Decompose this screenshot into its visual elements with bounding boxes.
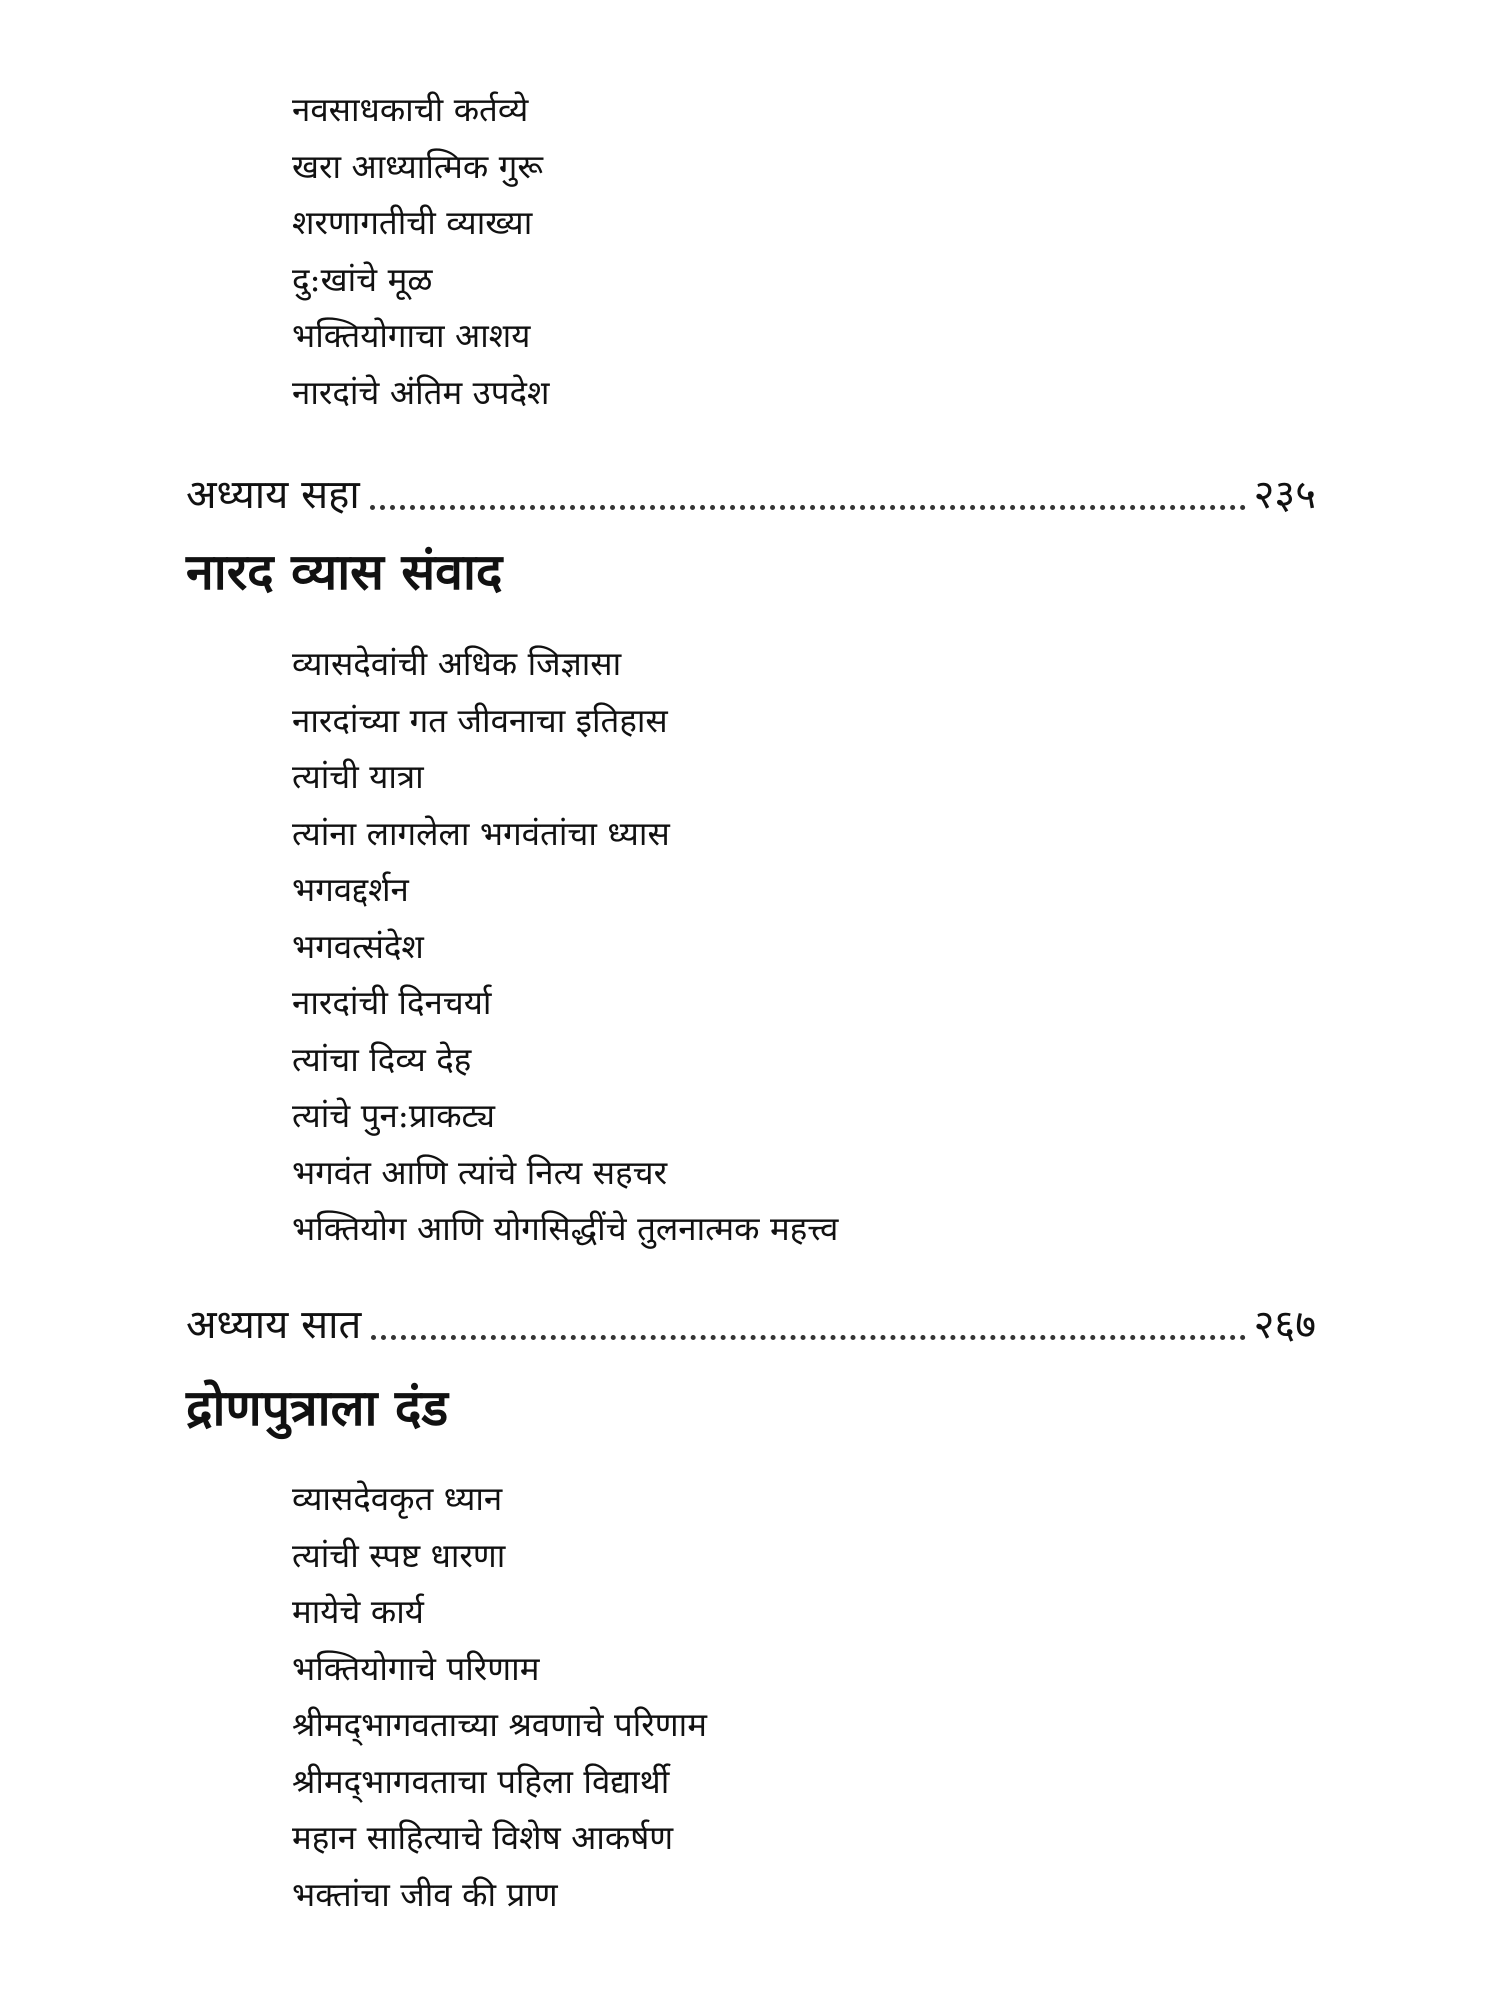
topic-item: भक्तांचा जीव की प्राण xyxy=(292,1874,558,1914)
chapter-six-entry[interactable] xyxy=(186,460,1316,520)
topic-item: त्यांचे पुन:प्राकट्य xyxy=(292,1096,496,1135)
topic-item: श्रीमद्‌भागवताचा पहिला विद्यार्थी xyxy=(292,1761,670,1801)
topic-item: महान साहित्याचे विशेष आकर्षण xyxy=(292,1818,674,1857)
topic-item: त्यांचा दिव्य देह xyxy=(292,1039,472,1079)
topic-item: दु:खांचे मूळ xyxy=(292,259,433,299)
topic-item: शरणागतीची व्याख्या xyxy=(292,203,533,242)
topic-item: नारदांची दिनचर्या xyxy=(292,983,492,1022)
topic-item: भक्तियोगाचा आशय xyxy=(292,316,531,355)
chapter-page-number: २६७ xyxy=(1253,1302,1316,1348)
chapter-six-title: नारद व्यास संवाद xyxy=(186,543,503,601)
topic-item: त्यांची यात्रा xyxy=(292,757,424,796)
topic-item: श्रीमद्‌भागवताच्या श्रवणाचे परिणाम xyxy=(292,1705,707,1744)
dot-leader xyxy=(370,505,1246,510)
chapter-page-number: २३५ xyxy=(1253,472,1316,518)
topic-item: भक्तियोगाचे परिणाम xyxy=(292,1648,540,1688)
topic-item: भगवंत आणि त्यांचे नित्य सहचर xyxy=(292,1152,668,1192)
topic-item: व्यासदेवकृत ध्यान xyxy=(292,1479,503,1518)
chapter-seven-topic-list xyxy=(292,1471,707,1923)
topic-item: त्यांना लागलेला भगवंतांचा ध्यास xyxy=(292,813,670,853)
dot-leader xyxy=(371,1335,1245,1340)
topic-item: भगवद्दर्शन xyxy=(292,870,409,909)
topic-item: नारदांच्या गत जीवनाचा इतिहास xyxy=(292,700,668,740)
chapter-six-topic-list xyxy=(292,636,838,1258)
topic-item: नारदांचे अंतिम उपदेश xyxy=(292,372,550,412)
chapter-label: अध्याय सात xyxy=(186,1302,362,1348)
topic-item: भक्तियोग आणि योगसिद्धींचे तुलनात्मक महत्त्व xyxy=(292,1209,839,1248)
topic-item: मायेचे कार्य xyxy=(292,1592,424,1631)
topic-item: नवसाधकाची कर्तव्ये xyxy=(292,90,529,129)
topic-item: भगवत्संदेश xyxy=(292,926,424,966)
intro-topic-list xyxy=(292,82,549,421)
topic-item: व्यासदेवांची अधिक जिज्ञासा xyxy=(292,644,622,683)
topic-item: खरा आध्यात्मिक गुरू xyxy=(292,146,543,186)
chapter-seven-title: द्रोणपुत्राला दंड xyxy=(186,1379,449,1437)
chapter-seven-entry[interactable] xyxy=(186,1290,1316,1350)
chapter-label: अध्याय सहा xyxy=(186,472,360,518)
topic-item: त्यांची स्पष्ट धारणा xyxy=(292,1535,506,1575)
